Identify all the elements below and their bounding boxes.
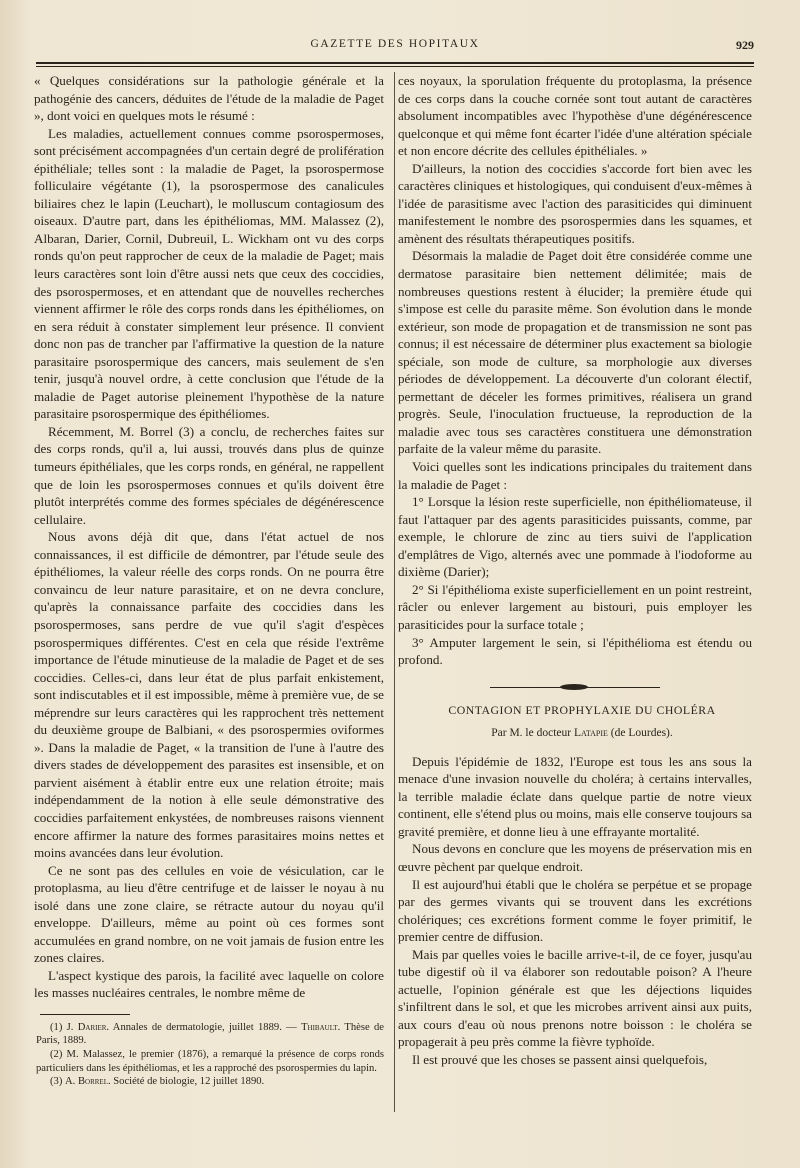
footnote-text: Annales de dermatologie, juillet 1889. — <box>109 1021 302 1033</box>
paragraph: Désormais la maladie de Paget doit être considérée comme une dermatose parasitaire bien nettement délimitée; mais de nombreuses questions restent à élucider; la première étude qui s'impose est celle du parasite même. Son évolution dans le monde extérieur, son mode de propagation et de transmission ne sont pas connus; il est nécessaire de déterminer plus exactement sa biologie spéciale, son mode de culture, sa morphologie aux diverses périodes de développement. La découverte d'un colorant électif, permettant de déceler les formes primitives, réalisera un grand progrès. Seule, l'inoculation fructueuse, la reproduction de la maladie avec tous ses caractères constituera une démonstration parfaite de la valeur même du parasite. <box>398 248 752 457</box>
footnote-number: (2) <box>50 1048 63 1060</box>
footnote <box>34 1021 384 1048</box>
byline-author: Latapie <box>573 727 608 740</box>
paragraph: Il est aujourd'hui établi que le choléra se perpétue et se propage par des germes vivants qui se trouvent dans les excrétions cholériques; ces excrétions forment comme le foyer primitif, le premier centre de diffusion. <box>398 876 752 945</box>
page-header <box>36 38 754 56</box>
running-title: GAZETTE DES HOPITAUX <box>310 38 480 50</box>
header-rule-thin <box>36 66 754 67</box>
paragraph: Nous avons déjà dit que, dans l'état actuel de nos connaissances, il est difficile de démontrer, par l'étude seule des épithéliomes, la valeur réelle des corps ronds. On ne pourra être convaincu de leur nature parasitaire, et on ne devra conclure, qu'après la connaissance parfaite des coccidies dans les psorospermoses, sans perdre de vue qu'il s'agit d'espèces psorospermiques différentes. C'est en cela que réside l'extrême importance de l'étude minutieuse de la maladie de Paget et de ses coccidies. Celles-ci, dans leur état de plus parfait enkistement, sont indiscutables et il est impossible, même à première vue, de se méprendre sur leurs caractères qui les rapprochent très nettement du deuxième groupe de Balbiani, « des psorospermies oviformes ». Dans la maladie de Paget, « la transition de l'une à l'autre des divers stades de développement des parasites est insensible, et on parvient aisément à établir entre eux une relation étroite; mais indépendamment de la notion à elle seule démonstrative des coccidies parfaitement enkystées, de nombreuses raisons viennent encore affirmer la nature des formes parasitaires moins nettes et moins avancées dans leur évolution. <box>34 529 384 861</box>
list-item: 1° Lorsque la lésion reste superficielle, non épithéliomateuse, il faut l'attaquer par des agents parasiticides puissants, comme, par exemple, le chlorure de zinc au tiers suivi de l'application d'emplâtres de Vigo, alternés avec une pommade à l'iodoforme au dixième (Darier); <box>398 494 752 580</box>
section-byline <box>398 725 752 743</box>
list-item: 2° Si l'épithélioma existe superficiellement en un point restreint, râcler ou enlever largement au bistouri, puis employer les parasiticides pour la surface totale ; <box>398 581 752 632</box>
byline-prefix: Par M. le docteur <box>491 727 574 740</box>
paragraph: Ce ne sont pas des cellules en voie de vésiculation, car le protoplasma, au lieu d'être centrifuge et de laisser le noyau à nu isolé dans une zone claire, se rétracte autour du noyau qu'il enveloppe. D'ailleurs, même au point où ces formes sont accumulées en grand nombre, on ne voit jamais de fusion entre les zones claires. <box>34 862 384 966</box>
byline-suffix: (de Lourdes). <box>607 727 673 740</box>
paragraph: Voici quelles sont les indications principales du traitement dans la maladie de Paget : <box>398 459 752 492</box>
paragraph: ces noyaux, la sporulation fréquente du protoplasma, la présence de ces corps dans la couche cornée sont tout autant de caractères absolument incompatibles avec l'hypothèse d'une dégénérescence quelconque et qui même font écarter l'idée d'une altération spéciale et non encore décrite des cellules épithéliales. » <box>398 73 752 159</box>
footnote <box>34 1048 384 1075</box>
paragraph: D'ailleurs, la notion des coccidies s'accorde fort bien avec les caractères cliniques et histologiques, qui conduisent d'eux-mêmes à l'idée de parasitisme avec l'action des parasiticides qui diminuent manifestement le nombre des psorospermies dans les squames, et amènent des résultats thérapeutiques positifs. <box>398 160 752 246</box>
paragraph: Depuis l'épidémie de 1832, l'Europe est tous les ans sous la menace d'une invasion nouvelle du choléra; à certains intervalles, la terrible maladie éclate dans quelque partie de notre vieux continent, elle s'étend plus ou moins, mais elle conserve toujours sa gravité première, et donne lieu à une effrayante mortalité. <box>398 753 752 839</box>
footnote-author: A. Borrel. <box>65 1076 111 1088</box>
section-title: CONTAGION ET PROPHYLAXIE DU CHOLÉRA <box>448 702 716 717</box>
paragraph: Mais par quelles voies le bacille arrive-t-il, de ce foyer, jusqu'au tube digestif où il va élaborer son redoutable poison? A l'heure actuelle, l'opinion générale est que les déjections liquides s'infiltrent dans le sol, et que les microbes arrivent ainsi aux puits, aux cours d'eau où nous prenons notre boisson : le choléra se propagerait à peu près comme la fièvre typhoïde. <box>398 946 752 1050</box>
footnote-author: Thibault. <box>301 1021 341 1033</box>
footnote-text: Thèse de Paris, 1889. <box>36 1021 384 1047</box>
footnote-number: (3) <box>50 1076 63 1088</box>
header-rule-thick <box>36 62 754 64</box>
footnote-text: M. Malassez, le premier (1876), a remarqué la présence de corps ronds particuliers dans les épithéliomas, et les a rapproché des psorospermies du lapin. <box>36 1048 384 1074</box>
footnote <box>34 1075 384 1089</box>
right-column <box>398 72 752 1069</box>
paragraph: Il est prouvé que les choses se passent ainsi quelquefois, <box>412 1051 708 1067</box>
footnote-text: Société de biologie, 12 juillet 1890. <box>110 1076 265 1088</box>
column-divider <box>394 72 395 1112</box>
paragraph: Récemment, M. Borrel (3) a conclu, de recherches faites sur des corps ronds, qu'il a, lui aussi, trouvés dans plus de quinze tumeurs épithéliales, que les corps ronds, en général, ne rappellent que de loin les psorospermoses connues et qu'ils doivent être plutôt interprétés comme des formes spéciales de dégénérescence cellulaire. <box>34 423 384 527</box>
footnote-rule <box>40 1014 130 1015</box>
footnote-author: J. Darier. <box>66 1021 110 1033</box>
page-number: 929 <box>736 38 754 52</box>
paragraph: Les maladies, actuellement connues comme psorospermoses, sont précisément accompagnées d'un certain degré de prolifération épithéliale; telles sont : la maladie de Paget, la psorospermose folliculaire végétante (1), la psorospermose des canalicules biliaires chez le lapin (Leuchart), le molluscum contagiosum des oiseaux. D'autre part, dans les épithéliomas, MM. Malassez (2), Albaran, Darier, Cornil, Dubreuil, L. Wickham ont vu des corps ronds qu'on peut rapprocher de ceux de la maladie de Paget; mais leurs caractères sont loin d'être aussi nets que ceux des coccidies, des psorospermoses, et en attendant que de nouvelles recherches viennent affirmer le rôle des corps ronds dans les épithéliomes, on en sera réduit à constater simplement leur présence. Il convient donc non pas de trancher par l'affirmative la question de la nature parasitaire psorospermique des cancers, mais seulement de s'en tenir, jusqu'à nouvel ordre, à cette conclusion que l'étude de la maladie de Paget autorise pleinement l'hypothèse de la nature parasitaire psorospermique des épithéliomes. <box>34 125 384 422</box>
left-column <box>34 72 384 1089</box>
footnote-number: (1) <box>50 1021 63 1033</box>
list-item: 3° Amputer largement le sein, si l'épithélioma est étendu ou profond. <box>398 634 752 668</box>
section-divider-ornament <box>490 683 660 692</box>
paragraph: « Quelques considérations sur la pathologie générale et la pathogénie des cancers, déduites de l'étude de la maladie de Paget », dont voici en quelques mots le résumé : <box>34 73 384 124</box>
paragraph: L'aspect kystique des parois, la facilité avec laquelle on colore les masses nucléaires centrales, le nombre même de <box>34 967 384 1001</box>
paragraph: Nous devons en conclure que les moyens de préservation mis en œuvre pèchent par quelque endroit. <box>398 841 752 874</box>
